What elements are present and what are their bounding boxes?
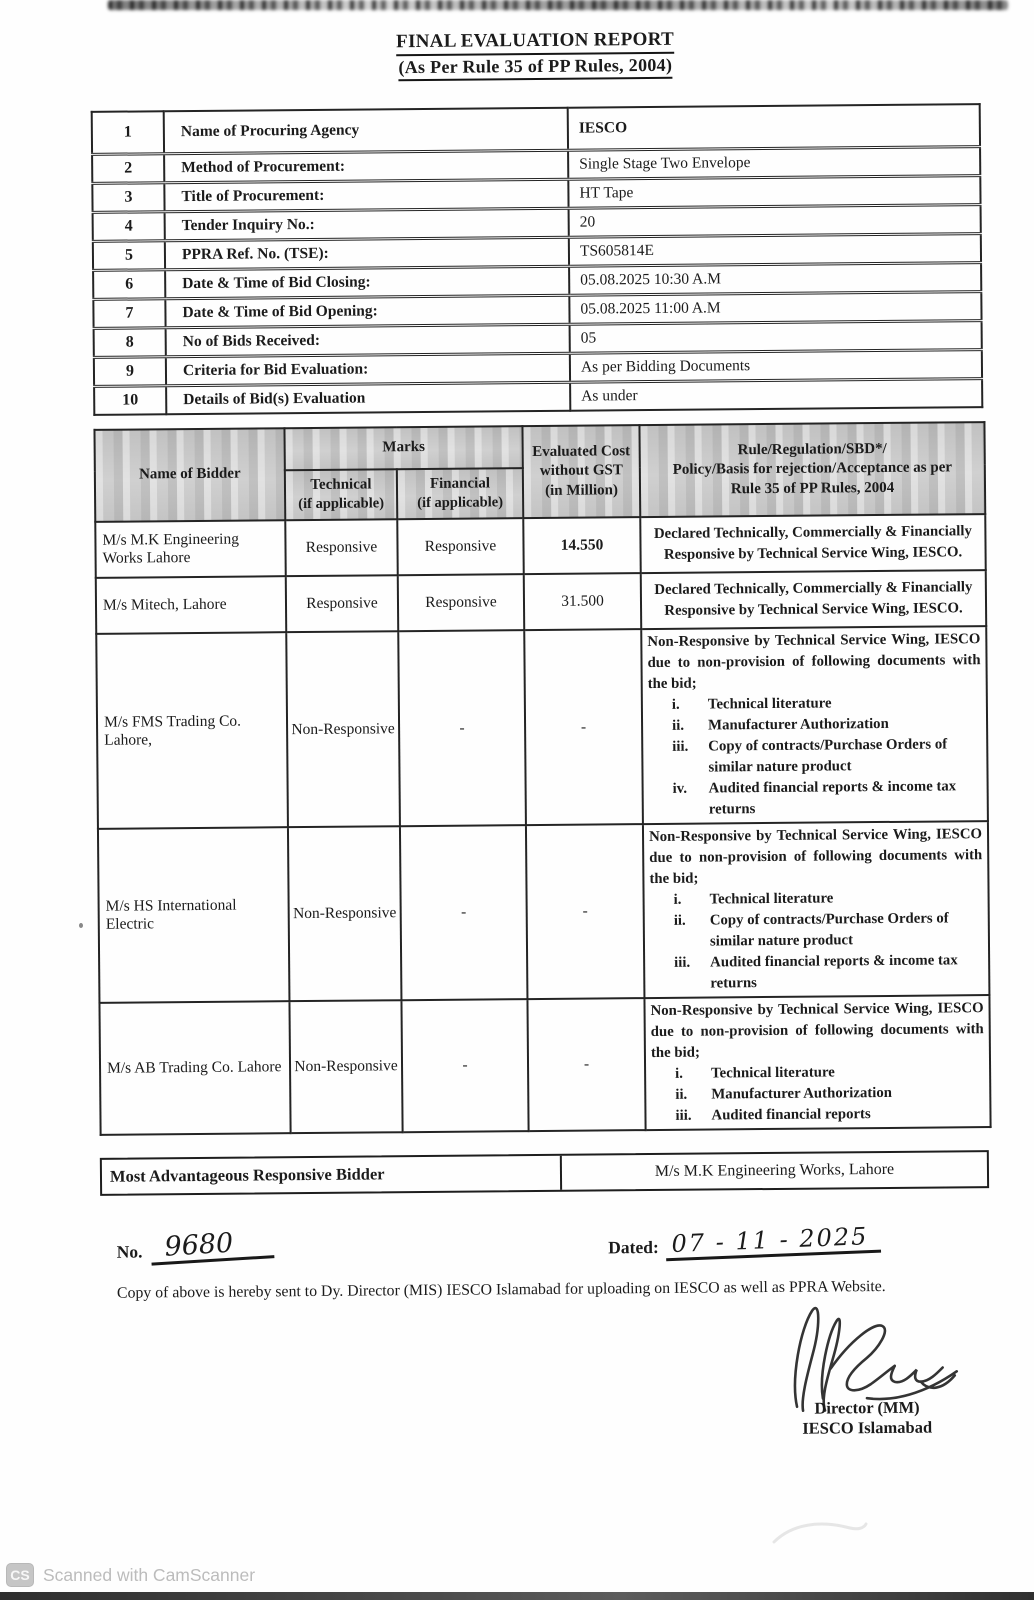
- remark-item: [651, 1061, 984, 1085]
- row-label: Date & Time of Bid Opening:: [165, 295, 569, 328]
- remark-item: [649, 776, 982, 821]
- row-label: Name of Procuring Agency: [164, 108, 568, 154]
- header-financial: [397, 468, 523, 519]
- remark-item: [651, 1103, 984, 1127]
- item-text: Manufacturer Authorization: [708, 715, 889, 734]
- row-label: Title of Procurement:: [164, 179, 568, 212]
- handwritten-signature: [766, 1299, 967, 1413]
- technical-mark: Responsive: [285, 519, 397, 576]
- item-text: Audited financial reports & income tax returns: [710, 952, 958, 992]
- evaluated-cost: -: [526, 824, 645, 999]
- row-number: 10: [94, 386, 166, 415]
- bidder-row: [95, 514, 985, 578]
- signatory-organization: IESCO Islamabad: [802, 1417, 933, 1438]
- item-numeral: iv.: [672, 780, 688, 797]
- item-text: Copy of contracts/Purchase Orders of similar nature product: [709, 910, 949, 950]
- row-number: 7: [93, 299, 165, 329]
- most-advantageous-label: Most Advantageous Responsive Bidder: [102, 1156, 562, 1194]
- reference-line: [100, 1224, 990, 1263]
- financial-mark: Responsive: [398, 574, 524, 631]
- scan-artifact-top-smudge: [108, 0, 1008, 10]
- row-number: 4: [93, 212, 165, 242]
- row-number: 9: [94, 357, 166, 387]
- row-value: 05.08.2025 11:00 A.M: [569, 292, 981, 325]
- evaluated-cost: 31.500: [524, 573, 641, 630]
- scanned-document: [90, 26, 992, 1445]
- row-number: 6: [93, 270, 165, 300]
- row-label: Criteria for Bid Evaluation:: [166, 353, 570, 386]
- item-numeral: iii.: [675, 1107, 692, 1124]
- row-value: 05.08.2025 10:30 A.M: [569, 263, 981, 296]
- item-text: Technical literature: [709, 890, 834, 908]
- row-number: 5: [93, 241, 165, 271]
- evaluated-cost: -: [527, 998, 645, 1131]
- bidder-row: [98, 821, 989, 1003]
- financial-mark: Responsive: [397, 518, 523, 575]
- technical-mark: Non-Responsive: [289, 1000, 402, 1133]
- remark-item: [648, 692, 981, 716]
- title-block: [90, 26, 980, 84]
- row-value: IESCO: [568, 104, 980, 150]
- no-label: No.: [116, 1241, 143, 1262]
- header-row: [94, 422, 984, 472]
- dated-group: [608, 1222, 881, 1259]
- most-advantageous-bidder-bar: [100, 1150, 989, 1196]
- remark-intro: Non-Responsive by Technical Service Wing, IESCO due to non-provision of following documents with the bid;: [647, 631, 981, 693]
- remark-item: [650, 908, 983, 953]
- row-value: As under: [570, 379, 982, 411]
- item-numeral: iii.: [672, 738, 689, 755]
- item-text: Audited financial reports & income tax returns: [708, 778, 957, 818]
- row-value: 05: [570, 321, 982, 354]
- item-text: Copy of contracts/Purchase Orders of similar nature product: [708, 736, 948, 776]
- item-numeral: ii.: [675, 1086, 688, 1103]
- item-numeral: i.: [673, 891, 682, 908]
- copy-note: Copy of above is hereby sent to Dy. Director (MIS) IESCO Islamabad for uploading on IESCO as well as PPRA Website.: [116, 1277, 886, 1302]
- header-line: (if applicable): [298, 495, 385, 513]
- header-line: Evaluated Cost: [532, 442, 631, 460]
- evaluation-remark: Declared Technically, Commercially & Financially Responsive by Technical Service Wing, IESCO.: [641, 570, 986, 629]
- row-value: 20: [569, 205, 981, 238]
- bid-evaluation-table: [93, 421, 991, 1136]
- item-numeral: i.: [675, 1065, 683, 1082]
- header-marks: Marks: [284, 426, 522, 470]
- technical-mark: Non-Responsive: [286, 631, 400, 827]
- item-text: Technical literature: [707, 695, 832, 713]
- item-numeral: i.: [671, 696, 680, 713]
- dated-label: Dated:: [608, 1236, 659, 1258]
- technical-mark: Responsive: [286, 575, 398, 632]
- evaluation-remark: [643, 821, 990, 998]
- signatory-title: Director (MM): [814, 1397, 920, 1418]
- item-text: Technical literature: [711, 1064, 835, 1082]
- camscanner-text: Scanned with CamScanner: [43, 1564, 256, 1585]
- evaluated-cost: 14.550: [523, 517, 640, 574]
- handwritten-reference-number: 9680: [150, 1227, 274, 1265]
- row-number: 1: [92, 111, 164, 154]
- row-label: No of Bids Received:: [166, 324, 570, 357]
- bidder-row: [96, 626, 988, 829]
- evaluation-remark: Declared Technically, Commercially & Financially Responsive by Technical Service Wing, IESCO.: [640, 514, 985, 573]
- bidder-row: [99, 995, 990, 1135]
- header-line: Rule/Regulation/SBD*/: [737, 440, 887, 458]
- row-value: As per Bidding Documents: [570, 350, 982, 383]
- bidder-name: M/s M.K Engineering Works Lahore: [95, 520, 285, 578]
- row-number: 8: [94, 328, 166, 358]
- scan-artifact-dot: [79, 923, 83, 928]
- header-line: Financial: [429, 475, 491, 492]
- row-label: Tender Inquiry No.:: [165, 208, 569, 241]
- remark-intro: Non-Responsive by Technical Service Wing, IESCO due to non-provision of following documents with the bid;: [650, 1000, 984, 1062]
- remark-item: [648, 734, 981, 779]
- bidder-name: M/s FMS Trading Co. Lahore,: [96, 632, 288, 829]
- remark-item: [648, 713, 981, 737]
- item-numeral: iii.: [674, 954, 691, 971]
- evaluation-remark: [641, 626, 988, 824]
- bidder-name: M/s Mitech, Lahore: [96, 576, 286, 634]
- remark-item: [650, 887, 983, 911]
- item-text: Manufacturer Authorization: [711, 1084, 893, 1103]
- most-advantageous-value: M/s M.K Engineering Works, Lahore: [654, 1160, 895, 1180]
- remark-item: [650, 950, 983, 995]
- bidder-name: M/s AB Trading Co. Lahore: [99, 1001, 290, 1135]
- row-number: 2: [92, 154, 164, 184]
- header-line: (if applicable): [417, 494, 504, 512]
- financial-mark: -: [398, 630, 526, 826]
- document-subtitle: (As Per Rule 35 of PP Rules, 2004): [398, 55, 672, 81]
- evaluation-remark: [644, 995, 990, 1130]
- row-number: 3: [92, 183, 164, 213]
- item-numeral: ii.: [672, 717, 685, 734]
- row-label: Details of Bid(s) Evaluation: [166, 382, 570, 414]
- header-line: (in Million): [544, 482, 619, 499]
- bidder-name: M/s HS International Electric: [98, 827, 290, 1003]
- evaluated-cost: -: [524, 629, 643, 825]
- row-label: Method of Procurement:: [164, 150, 568, 183]
- financial-mark: -: [401, 999, 528, 1132]
- screenshot-bottom-bar: [0, 1592, 1034, 1600]
- handwritten-date: 07 - 11 - 2025: [665, 1224, 881, 1262]
- signature-block: [741, 1299, 992, 1439]
- item-numeral: ii.: [673, 912, 686, 929]
- header-line: without GST: [539, 462, 623, 480]
- camscanner-badge-icon: CS: [6, 1563, 34, 1587]
- bidder-row: [96, 570, 986, 634]
- header-line: Technical: [310, 476, 372, 493]
- item-text: Audited financial reports: [711, 1106, 871, 1124]
- camscanner-watermark: [6, 1563, 255, 1587]
- remark-intro: Non-Responsive by Technical Service Wing, IESCO due to non-provision of following documents with the bid;: [648, 826, 983, 888]
- technical-mark: Non-Responsive: [288, 826, 402, 1001]
- header-evaluated-cost: [522, 425, 640, 518]
- header-line: Policy/Basis for rejection/Acceptance as per: [672, 459, 953, 479]
- header-name-of-bidder: Name of Bidder: [94, 428, 285, 522]
- header-line: Rule 35 of PP Rules, 2004: [730, 479, 895, 498]
- document-title: FINAL EVALUATION REPORT: [396, 29, 674, 56]
- row-value: HT Tape: [568, 176, 980, 209]
- procurement-info-table: [91, 103, 984, 416]
- scan-artifact-squiggle: [772, 1516, 868, 1550]
- row-value: TS605814E: [569, 234, 981, 267]
- row-label: Date & Time of Bid Closing:: [165, 266, 569, 299]
- header-technical: [285, 469, 397, 520]
- row-value: Single Stage Two Envelope: [568, 147, 980, 180]
- remark-item: [651, 1082, 984, 1106]
- header-rule-regulation: [639, 422, 985, 517]
- row-label: PPRA Ref. No. (TSE):: [165, 237, 569, 270]
- financial-mark: -: [400, 825, 528, 1000]
